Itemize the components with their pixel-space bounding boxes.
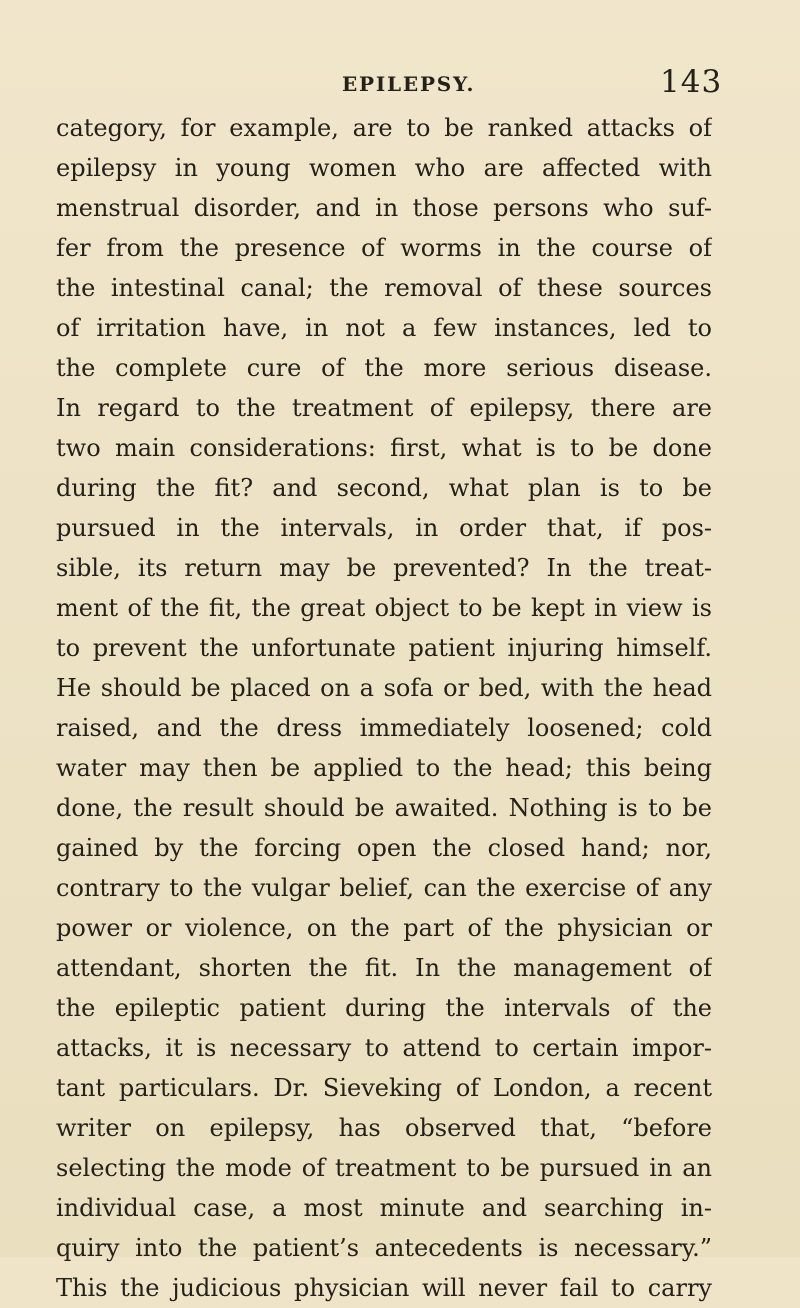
text-line: the epileptic patient during the intervals of the xyxy=(56,994,712,1022)
running-title: EPILEPSY. xyxy=(342,72,476,96)
text-line: This the judicious physician will never fail to carry xyxy=(56,1274,712,1302)
text-line: In regard to the treatment of epilepsy, there are xyxy=(56,394,712,422)
text-line: water may then be applied to the head; this being xyxy=(56,754,712,782)
text-line: He should be placed on a sofa or bed, with the head xyxy=(56,674,712,702)
text-line: two main considerations: first, what is to be done xyxy=(56,434,712,462)
text-line: menstrual disorder, and in those persons who suf- xyxy=(56,194,712,222)
text-line: done, the result should be awaited. Nothing is to be xyxy=(56,794,712,822)
text-line: the intestinal canal; the removal of these sources xyxy=(56,274,712,302)
text-line: attendant, shorten the fit. In the management of xyxy=(56,954,712,982)
running-head xyxy=(0,64,800,104)
text-line: quiry into the patient’s antecedents is necessary.” xyxy=(56,1234,712,1262)
text-line: during the fit? and second, what plan is to be xyxy=(56,474,712,502)
text-line: selecting the mode of treatment to be pursued in an xyxy=(56,1154,712,1182)
text-line: category, for example, are to be ranked attacks of xyxy=(56,114,712,142)
text-line: epilepsy in young women who are affected with xyxy=(56,154,712,182)
text-line: contrary to the vulgar belief, can the exercise of any xyxy=(56,874,712,902)
text-line: attacks, it is necessary to attend to certain impor- xyxy=(56,1034,712,1062)
text-line: power or violence, on the part of the physician or xyxy=(56,914,712,942)
text-line: raised, and the dress immediately loosened; cold xyxy=(56,714,712,742)
text-line: gained by the forcing open the closed hand; nor, xyxy=(56,834,712,862)
text-line: ment of the fit, the great object to be kept in view is xyxy=(56,594,712,622)
text-line: to prevent the unfortunate patient injuring himself. xyxy=(56,634,712,662)
page-number: 143 xyxy=(660,64,723,100)
body-text xyxy=(56,108,712,1308)
text-line: writer on epilepsy, has observed that, “before xyxy=(56,1114,712,1142)
text-line: individual case, a most minute and searching in- xyxy=(56,1194,712,1222)
text-line: fer from the presence of worms in the course of xyxy=(56,234,712,262)
text-line: pursued in the intervals, in order that, if pos- xyxy=(56,514,712,542)
text-line: the complete cure of the more serious disease. xyxy=(56,354,712,382)
text-line: tant particulars. Dr. Sieveking of London, a recent xyxy=(56,1074,712,1102)
text-line: of irritation have, in not a few instances, led to xyxy=(56,314,712,342)
text-line: sible, its return may be prevented? In the treat- xyxy=(56,554,712,582)
